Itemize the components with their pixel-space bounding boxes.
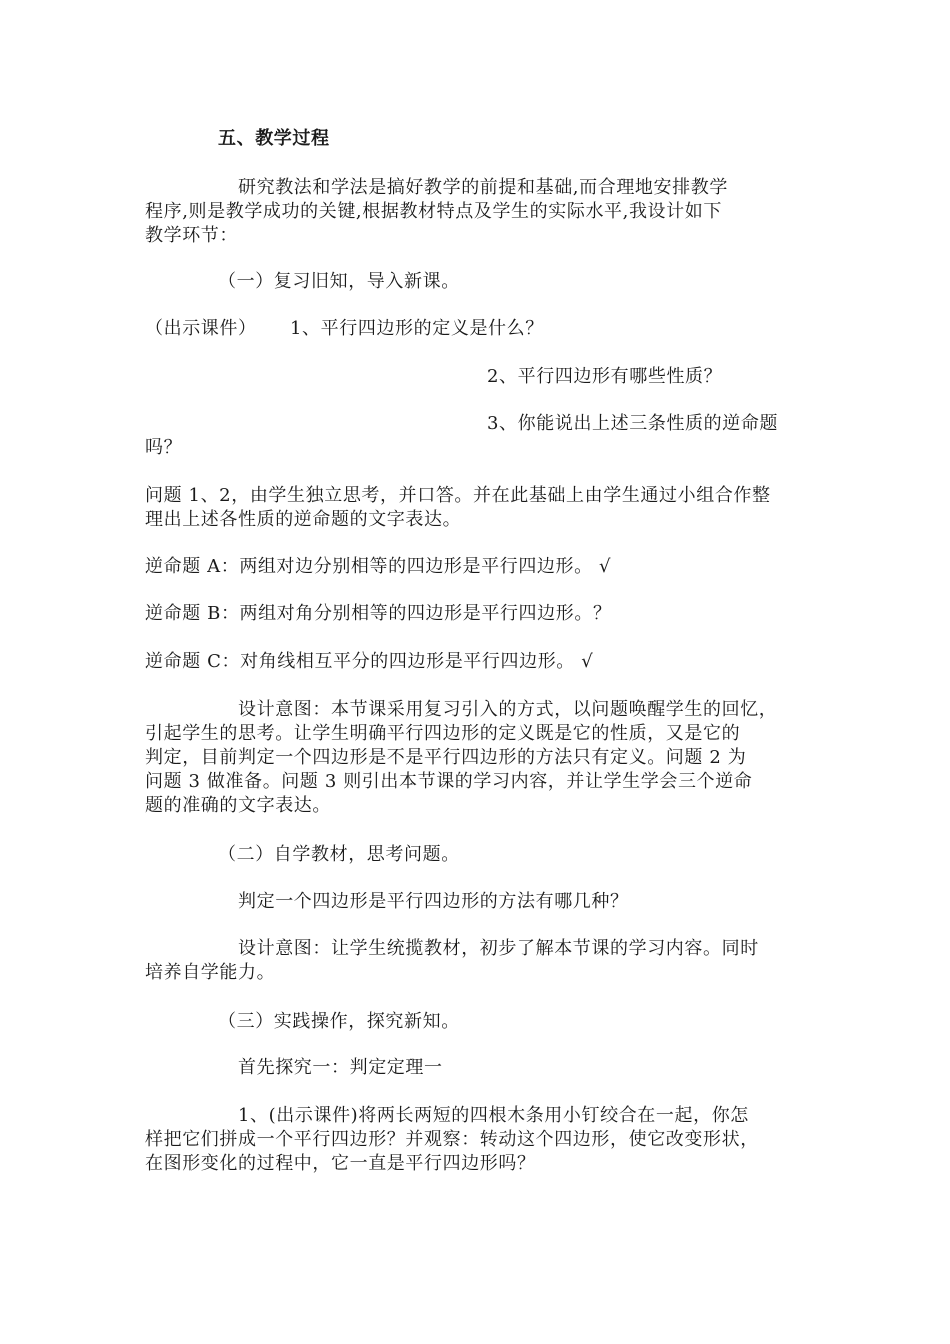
step1-line-1: 1、(出示课件)将两长两短的四根木条用小钉绞合在一起，你怎 — [238, 1105, 749, 1126]
answer-line-2: 理出上述各性质的逆命题的文字表达。 — [145, 509, 462, 530]
part2-title: （二）自学教材，思考问题。 — [218, 844, 460, 865]
intro-line-1: 研究教法和学法是搞好教学的前提和基础,而合理地安排教学 — [238, 177, 728, 198]
converse-c: 逆命题 C：对角线相互平分的四边形是平行四边形。 √ — [145, 651, 594, 672]
part2-question: 判定一个四边形是平行四边形的方法有哪几种？ — [238, 891, 629, 912]
answer-line-1: 问题 1、2，由学生独立思考，并口答。并在此基础上由学生通过小组合作整 — [145, 485, 771, 506]
intro-line-2: 程序,则是教学成功的关键,根据教材特点及学生的实际水平,我设计如下 — [145, 201, 722, 222]
intent1-line-4: 问题 3 做准备。问题 3 则引出本节课的学习内容，并让学生学会三个逆命 — [145, 771, 753, 792]
part3-title: （三）实践操作，探究新知。 — [218, 1011, 460, 1032]
question-3-line-1: 3、你能说出上述三条性质的逆命题 — [487, 413, 779, 434]
courseware-label: （出示课件） — [145, 318, 257, 339]
converse-b: 逆命题 B：两组对角分别相等的四边形是平行四边形。？ — [145, 603, 612, 624]
section-title: 五、教学过程 — [218, 128, 330, 149]
part1-title: （一）复习旧知，导入新课。 — [218, 271, 460, 292]
intent1-line-2: 引起学生的思考。让学生明确平行四边形的定义既是它的性质，又是它的 — [145, 723, 741, 744]
step1-line-2: 样把它们拼成一个平行四边形？并观察：转动这个四边形，使它改变形状， — [145, 1129, 759, 1150]
intent1-line-5: 题的准确的文字表达。 — [145, 795, 331, 816]
converse-a: 逆命题 A：两组对边分别相等的四边形是平行四边形。 √ — [145, 556, 612, 577]
question-1: 1、平行四边形的定义是什么？ — [290, 318, 544, 339]
question-3-line-2: 吗？ — [145, 437, 183, 458]
step1-line-3: 在图形变化的过程中，它一直是平行四边形吗？ — [145, 1153, 536, 1174]
intent2-line-2: 培养自学能力。 — [145, 962, 276, 983]
intent1-line-1: 设计意图：本节课采用复习引入的方式，以问题唤醒学生的回忆， — [238, 699, 778, 720]
intent1-line-3: 判定，目前判定一个四边形是不是平行四边形的方法只有定义。问题 2 为 — [145, 747, 747, 768]
explore-title: 首先探究一：判定定理一 — [238, 1057, 443, 1078]
intent2-line-1: 设计意图：让学生统揽教材，初步了解本节课的学习内容。同时 — [238, 938, 759, 959]
intro-line-3: 教学环节： — [145, 225, 238, 246]
question-2: 2、平行四边形有哪些性质？ — [487, 366, 723, 387]
